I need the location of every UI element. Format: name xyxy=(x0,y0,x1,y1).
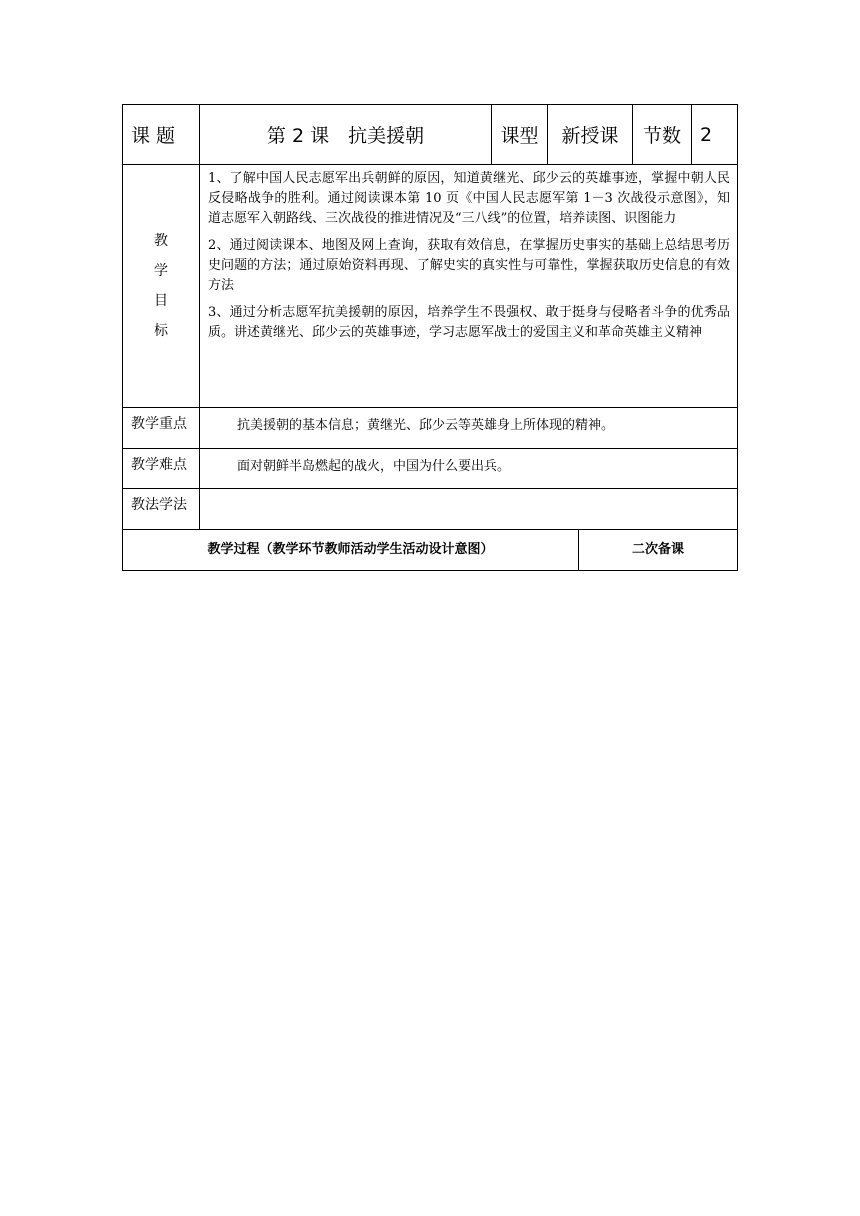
topic-label: 课 题 xyxy=(123,105,200,165)
process-row xyxy=(123,530,738,571)
key-point-text: 抗美援朝的基本信息；黄继光、邱少云等英雄身上所体现的精神。 xyxy=(200,408,738,449)
lesson-count-value: 2 xyxy=(692,105,738,165)
key-point-label: 教学重点 xyxy=(123,408,200,449)
objective-item: 3、通过分析志愿军抗美援朝的原因，培养学生不畏强权、敢于挺身与侵略者斗争的优秀品质。讲述黄继光、邱少云的英雄事迹，学习志愿军战士的爱国主义和革命英雄主义精神 xyxy=(208,305,731,340)
objective-item: 1、了解中国人民志愿军出兵朝鲜的原因，知道黄继光、邱少云的英雄事迹，掌握中朝人民反侵略战争的胜利。通过阅读课本第 10 页《中国人民志愿军第 1－3 次战役示意图》，知道志愿军入朝路线、三次战役的推进情况及“三八线”的位置，培养读图、识图能力 xyxy=(208,171,731,226)
objectives-label-char: 学 xyxy=(154,263,168,279)
objective-item: 2、通过阅读课本、地图及网上查询，获取有效信息，在掌握历史事实的基础上总结思考历史问题的方法；通过原始资料再现、了解史实的真实性与可靠性，掌握获取历史信息的有效方法 xyxy=(208,238,731,293)
difficulty-text: 面对朝鲜半岛燃起的战火，中国为什么要出兵。 xyxy=(200,449,738,489)
objectives-label-char: 标 xyxy=(154,323,168,339)
method-row xyxy=(123,489,738,530)
header-row xyxy=(123,105,738,165)
method-label: 教法学法 xyxy=(123,489,200,530)
objectives-label-char: 目 xyxy=(154,293,168,309)
objectives-row xyxy=(123,165,738,408)
lesson-count-label: 节数 xyxy=(633,105,692,165)
objectives-label-char: 教 xyxy=(154,233,168,249)
lesson-type-label: 课型 xyxy=(492,105,548,165)
difficulty-label: 教学难点 xyxy=(123,449,200,489)
key-point-row xyxy=(123,408,738,449)
process-label: 教学过程（教学环节教师活动学生活动设计意图） xyxy=(123,530,579,571)
lesson-plan-table xyxy=(122,104,738,571)
objectives-label xyxy=(123,165,200,408)
lesson-title: 第 2 课 抗美援朝 xyxy=(200,105,492,165)
objectives-content xyxy=(200,165,738,408)
lesson-type-value: 新授课 xyxy=(548,105,633,165)
method-text xyxy=(200,489,738,530)
difficulty-row xyxy=(123,449,738,489)
secondary-prep-label: 二次备课 xyxy=(579,530,738,571)
